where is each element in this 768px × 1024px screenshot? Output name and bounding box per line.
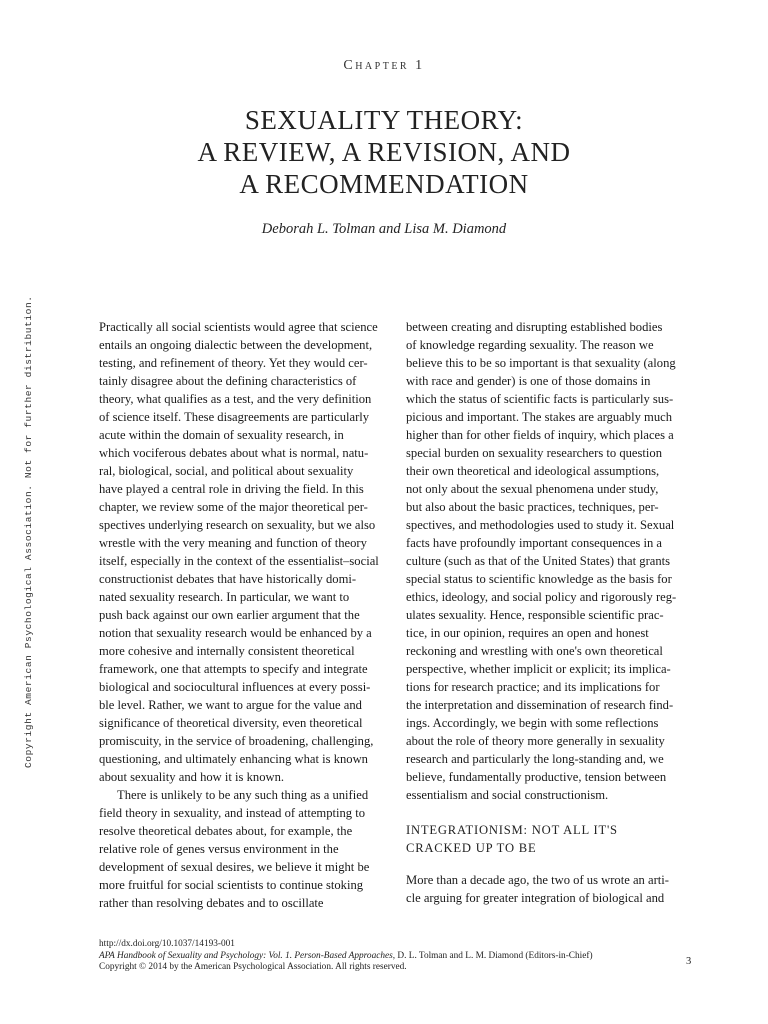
text-line: There is unlikely to be any such thing as a unified <box>117 788 369 802</box>
text-line: about sexuality and how it is known. <box>99 770 285 784</box>
text-line: spectives underlying research on sexuality, but we also <box>99 518 376 532</box>
text-line: with race and gender) is one of those domains in <box>406 374 651 388</box>
text-line: itself, especially in the context of the essentialist–social <box>99 554 379 568</box>
text-line: ethics, ideology, and social policy and rigorously reg- <box>406 590 677 604</box>
text-line: but also about the basic practices, techniques, per- <box>406 500 659 514</box>
text-line: their own theoretical and ideological assumptions, <box>406 464 660 478</box>
text-line: wrestle with the very meaning and function of theory <box>99 536 367 550</box>
text-line: reckoning and wrestling with one's own theoretical <box>406 644 663 658</box>
side-copyright-notice: Copyright American Psychological Association. Not for further distribution. <box>23 295 34 768</box>
text-line: not only about the sexual phenomena under study, <box>406 482 659 496</box>
chapter-title-line: A RECOMMENDATION <box>239 169 529 199</box>
citation-editors: D. L. Tolman and L. M. Diamond (Editors-in-Chief) <box>395 950 593 961</box>
text-line: nated sexuality research. In particular, we want to <box>99 590 350 604</box>
text-line: development of sexual desires, we believe it might be <box>99 860 370 874</box>
text-line: biological and sociocultural influences at every possi- <box>99 680 371 694</box>
right-paragraph-1 <box>406 318 696 804</box>
text-line: higher than for other fields of inquiry, which places a <box>406 428 674 442</box>
text-line: spectives, and methodologies used to study it. Sexual <box>406 518 675 532</box>
text-line: ral, biological, social, and political about sexuality <box>99 464 354 478</box>
chapter-title-line: A REVIEW, A REVISION, AND <box>197 137 571 167</box>
text-line: entails an ongoing dialectic between the development, <box>99 338 373 352</box>
doi-link[interactable]: http://dx.doi.org/10.1037/14193-001 <box>99 939 235 949</box>
text-line: More than a decade ago, the two of us wrote an arti- <box>406 873 669 887</box>
text-line: tions for research practice; and its implications for <box>406 680 660 694</box>
citation-italic: APA Handbook of Sexuality and Psychology: Vol. 1. Person-Based Approaches, <box>99 950 396 961</box>
text-line: questioning, and ultimately enhancing what is known <box>99 752 368 766</box>
text-line: more cohesive and internally consistent theoretical <box>99 644 355 658</box>
copyright-line: Copyright © 2014 by the American Psychological Association. All rights reserved. <box>99 962 407 972</box>
text-line: picious and important. The stakes are arguably much <box>406 410 673 424</box>
chapter-title-line: SEXUALITY THEORY: <box>244 105 524 135</box>
text-line: testing, and refinement of theory. Yet they would cer- <box>99 356 368 370</box>
text-line: research and particularly the long-standing and, we <box>406 752 664 766</box>
text-line: special burden on sexuality researchers to question <box>406 446 662 460</box>
text-line: tice, in our opinion, requires an open and honest <box>406 626 649 640</box>
text-line: believe, fundamentally productive, tension between <box>406 770 667 784</box>
text-line: rather than resolving debates and to oscillate <box>99 896 324 910</box>
text-line: acute within the domain of sexuality research, in <box>99 428 344 442</box>
section-heading-line: INTEGRATIONISM: NOT ALL IT'S <box>406 823 618 837</box>
text-line: believe this to be so important is that sexuality (along <box>406 356 676 370</box>
section-heading-line: CRACKED UP TO BE <box>406 841 537 855</box>
text-line: ings. Accordingly, we begin with some reflections <box>406 716 659 730</box>
text-line: special status to scientific knowledge as the basis for <box>406 572 672 586</box>
text-line: which the status of scientific facts is particularly sus- <box>406 392 674 406</box>
text-line: perspective, whether implicit or explicit; its implica- <box>406 662 671 676</box>
text-line: tainly disagree about the defining characteristics of <box>99 374 357 388</box>
text-line: the interpretation and dissemination of research find- <box>406 698 674 712</box>
right-column <box>406 318 696 907</box>
chapter-title <box>0 104 768 200</box>
text-line: push back against our own earlier argument that the <box>99 608 360 622</box>
section-heading <box>406 821 696 857</box>
right-paragraph-2 <box>406 871 696 907</box>
text-line: theory, what qualifies as a test, and the very definition <box>99 392 372 406</box>
text-line: which vociferous debates about what is normal, natu- <box>99 446 369 460</box>
text-line: culture (such as that of the United States) that grants <box>406 554 671 568</box>
text-line: resolve theoretical debates about, for example, the <box>99 824 353 838</box>
text-line: chapter, we review some of the major theoretical per- <box>99 500 368 514</box>
text-line: promiscuity, in the service of broadening, challenging, <box>99 734 374 748</box>
text-line: notion that sexuality research would be enhanced by a <box>99 626 372 640</box>
text-line: relative role of genes versus environment in the <box>99 842 339 856</box>
left-column <box>99 318 389 912</box>
text-line: about the role of theory more generally in sexuality <box>406 734 665 748</box>
chapter-label: Chapter 1 <box>343 58 425 73</box>
text-line: ulates sexuality. Hence, responsible scientific prac- <box>406 608 664 622</box>
left-paragraph-1 <box>99 318 389 786</box>
text-line: Practically all social scientists would agree that science <box>99 320 378 334</box>
text-line: cle arguing for greater integration of biological and <box>406 891 665 905</box>
text-line: significance of theoretical diversity, even theoretical <box>99 716 363 730</box>
citation-line <box>99 951 619 963</box>
text-line: more fruitful for social scientists to continue stoking <box>99 878 364 892</box>
authors: Deborah L. Tolman and Lisa M. Diamond <box>261 221 507 237</box>
text-line: constructionist debates that have historically domi- <box>99 572 357 586</box>
left-paragraph-2 <box>99 786 389 912</box>
text-line: field theory in sexuality, and instead of attempting to <box>99 806 366 820</box>
text-line: have played a central role in driving the field. In this <box>99 482 364 496</box>
text-line: of knowledge regarding sexuality. The reason we <box>406 338 654 352</box>
footer-citation <box>99 939 619 974</box>
page-number: 3 <box>686 956 692 967</box>
text-line: between creating and disrupting established bodies <box>406 320 663 334</box>
text-line: framework, one that attempts to specify and integrate <box>99 662 368 676</box>
text-line: ble level. Rather, we want to argue for the value and <box>99 698 362 712</box>
text-line: of science itself. These disagreements are particularly <box>99 410 370 424</box>
text-line: facts have profoundly important consequences in a <box>406 536 662 550</box>
text-line: essentialism and social constructionism. <box>406 788 609 802</box>
